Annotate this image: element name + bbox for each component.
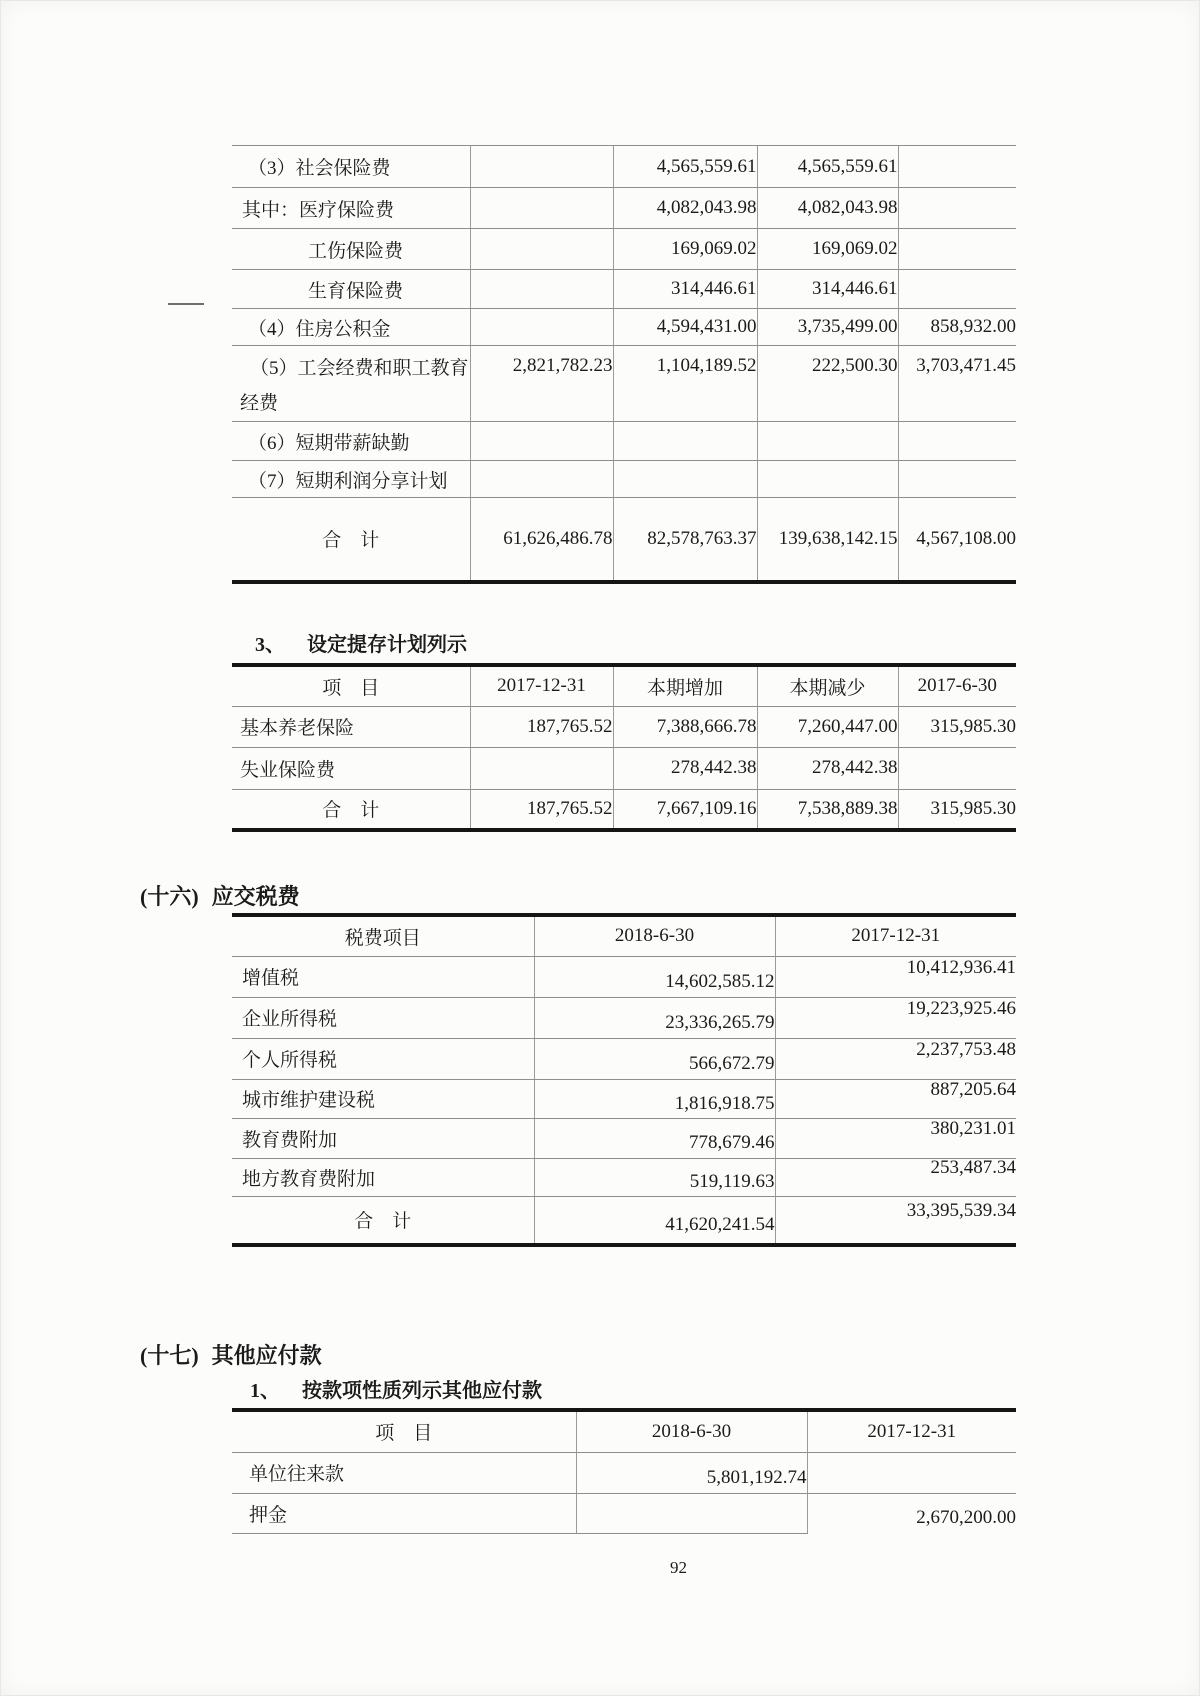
total-label: 合 计 — [232, 789, 470, 830]
table-row — [232, 997, 1016, 1038]
column-header: 税费项目 — [232, 915, 534, 956]
cell-value: 169,069.02 — [757, 229, 898, 270]
total-row — [232, 498, 1016, 582]
table-row — [232, 747, 1016, 789]
total-label: 合 计 — [232, 1196, 534, 1245]
table-row — [232, 1493, 1016, 1533]
row-label: 单位往来款 — [232, 1452, 576, 1493]
cell-value: 278,442.38 — [613, 747, 757, 789]
cell-value — [470, 146, 613, 188]
cell-value: 14,602,585.12 — [534, 956, 775, 997]
cell-value — [470, 309, 613, 346]
employee-benefits-table — [232, 145, 1016, 584]
cell-value: 4,082,043.98 — [613, 188, 757, 229]
cell-value: 33,395,539.34 — [775, 1196, 1016, 1245]
cell-value — [757, 422, 898, 461]
cell-value: 23,336,265.79 — [534, 997, 775, 1038]
cell-value — [898, 270, 1016, 309]
row-label: 城市维护建设税 — [232, 1079, 534, 1118]
cell-value: 4,565,559.61 — [613, 146, 757, 188]
cell-value — [470, 188, 613, 229]
cell-value — [470, 747, 613, 789]
cell-value: 61,626,486.78 — [470, 498, 613, 582]
total-label: 合 计 — [232, 498, 470, 582]
table-row — [232, 1158, 1016, 1196]
cell-value — [613, 461, 757, 498]
table-row — [232, 422, 1016, 461]
cell-value — [757, 461, 898, 498]
cell-value: 3,735,499.00 — [757, 309, 898, 346]
cell-value: 778,679.46 — [534, 1118, 775, 1158]
cell-value — [898, 461, 1016, 498]
cell-value: 2,237,753.48 — [775, 1038, 1016, 1079]
margin-dash — [168, 303, 204, 305]
section17-sub-number: 1、 — [250, 1380, 280, 1402]
cell-value: 1,816,918.75 — [534, 1079, 775, 1118]
table-row — [232, 706, 1016, 747]
cell-value — [576, 1493, 807, 1533]
cell-value: 2,670,200.00 — [807, 1493, 1016, 1533]
header-row — [232, 915, 1016, 956]
cell-value: 3,703,471.45 — [898, 346, 1016, 422]
cell-value: 253,487.34 — [775, 1158, 1016, 1196]
row-label: 失业保险费 — [232, 747, 470, 789]
row-label: 工伤保险费 — [232, 229, 470, 270]
cell-value: 139,638,142.15 — [757, 498, 898, 582]
section3-number: 3、 — [255, 634, 285, 656]
row-label: 地方教育费附加 — [232, 1158, 534, 1196]
header-row — [232, 1410, 1016, 1452]
cell-value — [898, 146, 1016, 188]
defined-contribution-table — [232, 663, 1016, 832]
column-header: 2017-6-30 — [898, 665, 1016, 706]
table-row — [232, 270, 1016, 309]
table-row — [232, 309, 1016, 346]
table-row — [232, 1118, 1016, 1158]
cell-value: 4,082,043.98 — [757, 188, 898, 229]
row-label: 企业所得税 — [232, 997, 534, 1038]
table-row — [232, 956, 1016, 997]
section16-heading — [140, 883, 300, 910]
row-label: （6）短期带薪缺勤 — [232, 422, 470, 461]
cell-value: 187,765.52 — [470, 706, 613, 747]
cell-value: 887,205.64 — [775, 1079, 1016, 1118]
section3-heading — [255, 633, 467, 657]
cell-value: 7,260,447.00 — [757, 706, 898, 747]
cell-value: 1,104,189.52 — [613, 346, 757, 422]
table-row — [232, 461, 1016, 498]
row-label: 其中：医疗保险费 — [232, 188, 470, 229]
cell-value: 7,388,666.78 — [613, 706, 757, 747]
total-row — [232, 1196, 1016, 1245]
cell-value: 7,538,889.38 — [757, 789, 898, 830]
page-number: 92 — [670, 1558, 687, 1577]
cell-value: 2,821,782.23 — [470, 346, 613, 422]
total-row — [232, 789, 1016, 830]
cell-value: 4,565,559.61 — [757, 146, 898, 188]
row-label: 生育保险费 — [232, 270, 470, 309]
cell-value: 858,932.00 — [898, 309, 1016, 346]
taxes-payable-table — [232, 913, 1016, 1247]
section17-title: 其他应付款 — [211, 1343, 322, 1368]
cell-value: 566,672.79 — [534, 1038, 775, 1079]
cell-value: 380,231.01 — [775, 1118, 1016, 1158]
table-row — [232, 229, 1016, 270]
cell-value: 19,223,925.46 — [775, 997, 1016, 1038]
row-label: （3）社会保险费 — [232, 146, 470, 188]
cell-value: 315,985.30 — [898, 706, 1016, 747]
table-row — [232, 1452, 1016, 1493]
cell-value: 314,446.61 — [613, 270, 757, 309]
cell-value: 10,412,936.41 — [775, 956, 1016, 997]
section17-sub-title: 按款项性质列示其他应付款 — [302, 1380, 542, 1402]
column-header: 2018-6-30 — [534, 915, 775, 956]
cell-value: 5,801,192.74 — [576, 1452, 807, 1493]
column-header: 本期增加 — [613, 665, 757, 706]
other-payables-table — [232, 1408, 1016, 1534]
table-row — [232, 188, 1016, 229]
row-label: （7）短期利润分享计划 — [232, 461, 470, 498]
section3-title: 设定提存计划列示 — [307, 634, 467, 656]
cell-value: 7,667,109.16 — [613, 789, 757, 830]
cell-value: 315,985.30 — [898, 789, 1016, 830]
row-label: 基本养老保险 — [232, 706, 470, 747]
row-label: 押金 — [232, 1493, 576, 1533]
cell-value: 278,442.38 — [757, 747, 898, 789]
cell-value — [470, 422, 613, 461]
cell-value: 519,119.63 — [534, 1158, 775, 1196]
row-label: （4）住房公积金 — [232, 309, 470, 346]
column-header: 2017-12-31 — [807, 1410, 1016, 1452]
cell-value — [898, 747, 1016, 789]
column-header: 2018-6-30 — [576, 1410, 807, 1452]
cell-value: 187,765.52 — [470, 789, 613, 830]
table-row — [232, 1038, 1016, 1079]
cell-value: 222,500.30 — [757, 346, 898, 422]
header-row — [232, 665, 1016, 706]
cell-value — [898, 188, 1016, 229]
cell-value — [470, 461, 613, 498]
row-label: （5）工会经费和职工教育经费 — [232, 346, 470, 422]
cell-value — [613, 422, 757, 461]
section17-heading — [140, 1342, 322, 1369]
column-header: 2017-12-31 — [775, 915, 1016, 956]
column-header: 项 目 — [232, 1410, 576, 1452]
cell-value: 169,069.02 — [613, 229, 757, 270]
section16-number: (十六) — [140, 884, 199, 909]
cell-value — [470, 270, 613, 309]
cell-value: 82,578,763.37 — [613, 498, 757, 582]
column-header: 2017-12-31 — [470, 665, 613, 706]
section17-number: (十七) — [140, 1343, 199, 1368]
cell-value: 41,620,241.54 — [534, 1196, 775, 1245]
cell-value: 314,446.61 — [757, 270, 898, 309]
section16-title: 应交税费 — [211, 884, 300, 909]
cell-value — [807, 1452, 1016, 1493]
column-header: 项 目 — [232, 665, 470, 706]
cell-value — [898, 229, 1016, 270]
column-header: 本期减少 — [757, 665, 898, 706]
row-label: 个人所得税 — [232, 1038, 534, 1079]
cell-value: 4,594,431.00 — [613, 309, 757, 346]
row-label: 增值税 — [232, 956, 534, 997]
table-row — [232, 146, 1016, 188]
section17-subheading — [250, 1379, 542, 1403]
table-row — [232, 346, 1016, 422]
cell-value — [470, 229, 613, 270]
cell-value: 4,567,108.00 — [898, 498, 1016, 582]
table-row — [232, 1079, 1016, 1118]
row-label: 教育费附加 — [232, 1118, 534, 1158]
cell-value — [898, 422, 1016, 461]
